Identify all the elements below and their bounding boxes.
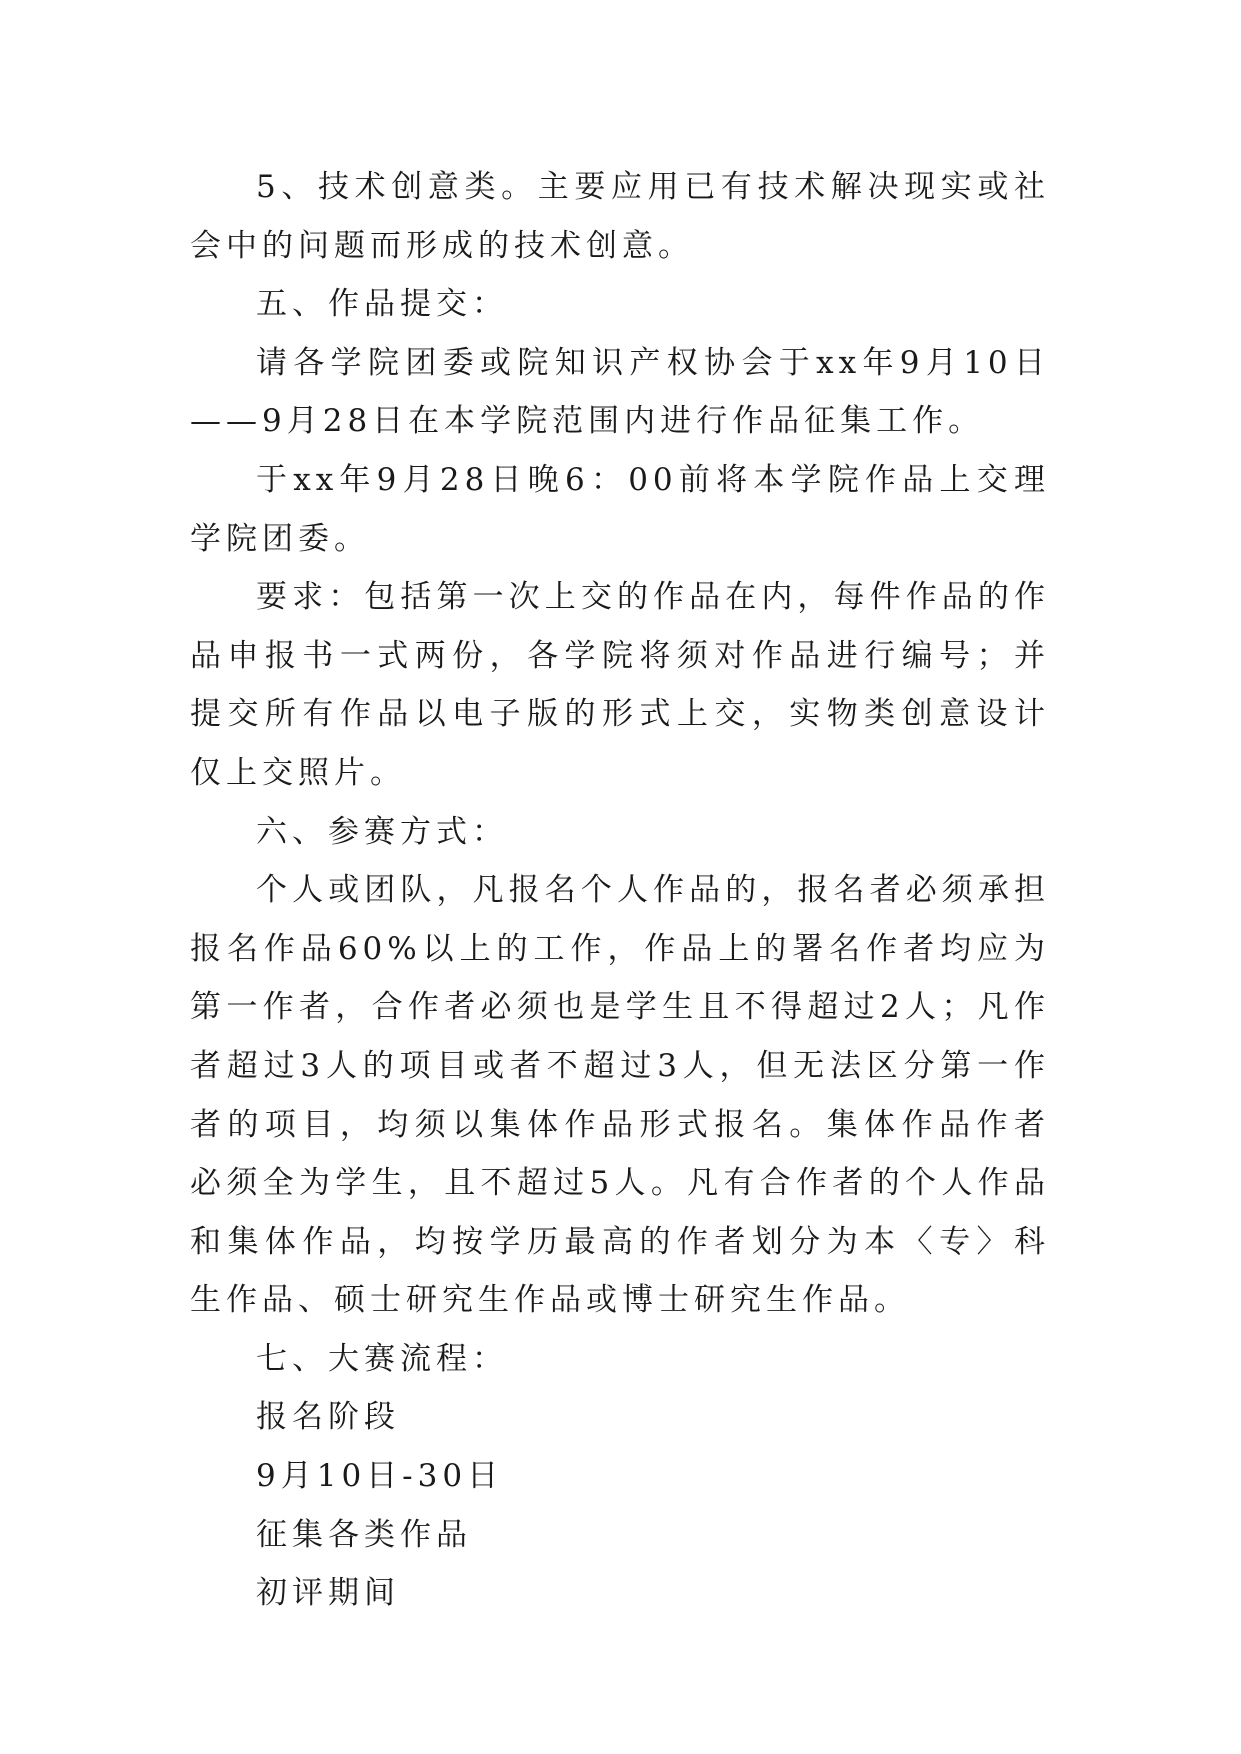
heading-participation-method: 六、参赛方式：	[256, 813, 508, 850]
paragraph-participation-rules: 个人或团队，凡报名个人作品的，报名者必须承担报名作品60%以上的工作，作品上的署名作者均应为第一作者，合作者必须也是学生且不得超过2人；凡作者超过3人的项目或者不超过3人，但无法区分第一作者的项目，均须以集体作品形式报名。集体作品作者必须全为学生，且不超过5人。凡有合作者的个人作品和集体作品，均按学历最高的作者划分为本〈专〉科生作品、硕士研究生作品或博士研究生作品。	[190, 872, 1050, 1319]
paragraph-preliminary-review: 初评期间	[256, 1575, 400, 1612]
paragraph-registration-dates: 9月10日-30日	[256, 1458, 504, 1495]
paragraph-tech-creative-category: 5、技术创意类。主要应用已有技术解决现实或社会中的问题而形成的技术创意。	[190, 169, 1050, 264]
paragraph-collect-works: 征集各类作品	[256, 1516, 472, 1553]
paragraph-submission-deadline: 于xx年9月28日晚6：00前将本学院作品上交理学院团委。	[190, 461, 1050, 557]
paragraph-requirements: 要求：包括第一次上交的作品在内，每件作品的作品申报书一式两份，各学院将须对作品进行编号；并提交所有作品以电子版的形式上交，实物类创意设计仅上交照片。	[190, 579, 1050, 791]
document-body	[190, 158, 1050, 1623]
heading-competition-process: 七、大赛流程：	[256, 1340, 508, 1377]
heading-work-submission: 五、作品提交：	[256, 286, 508, 323]
paragraph-registration-stage: 报名阶段	[256, 1399, 400, 1436]
paragraph-collection-period: 请各学院团委或院知识产权协会于xx年9月10日——9月28日在本学院范围内进行作品征集工作。	[190, 344, 1050, 440]
